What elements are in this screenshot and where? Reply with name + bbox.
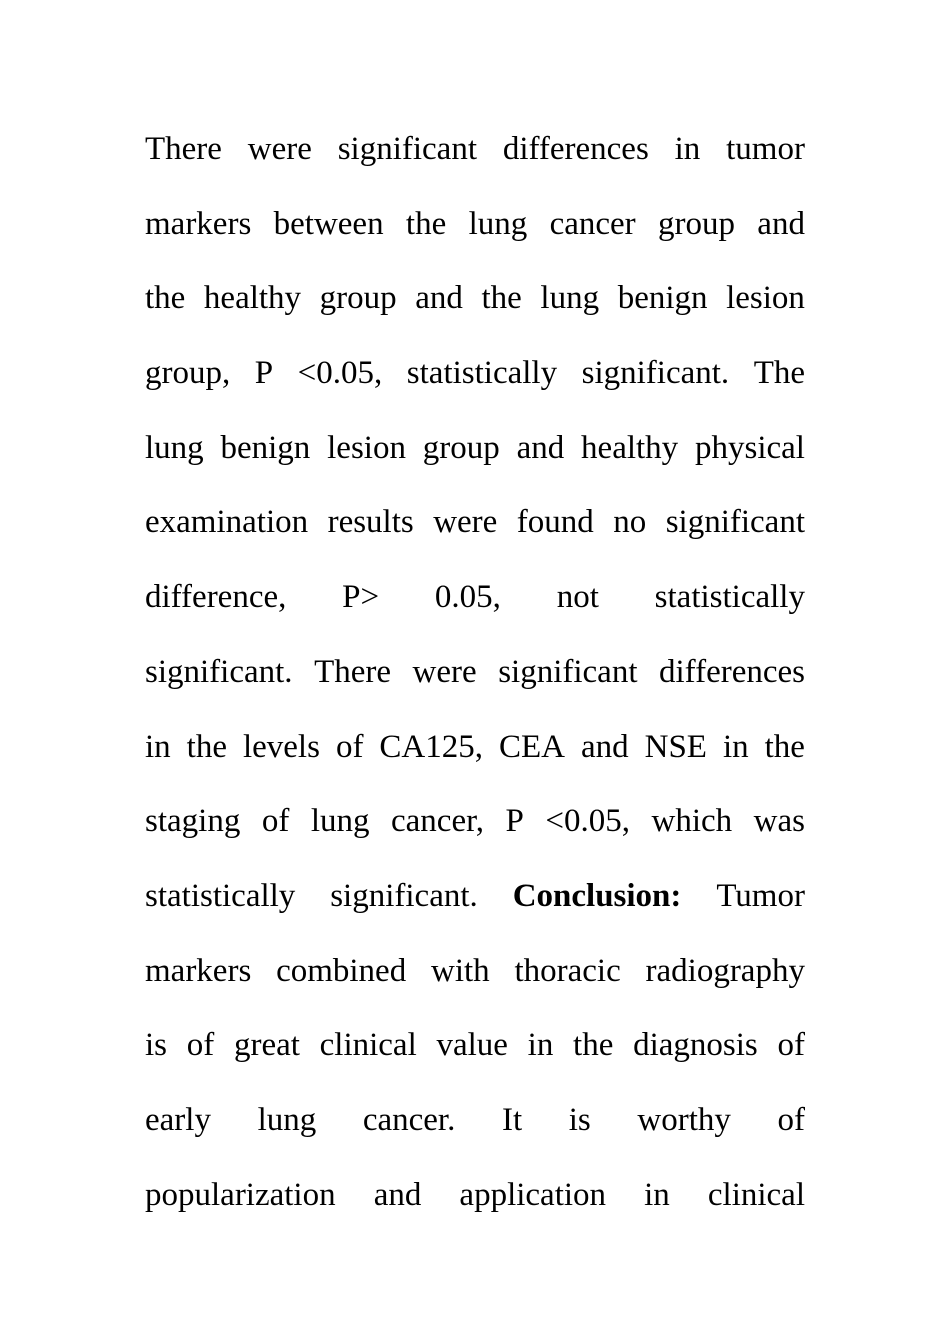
word: of — [335, 728, 364, 765]
word: difference, — [145, 579, 287, 616]
word: P> — [342, 579, 380, 616]
word: of — [186, 1027, 215, 1064]
text-line — [145, 112, 805, 187]
word: thoracic — [514, 952, 621, 989]
text-line — [145, 1158, 805, 1233]
word: and — [516, 429, 565, 466]
word: the — [573, 1027, 614, 1064]
word: the — [481, 280, 522, 317]
word: of — [777, 1027, 805, 1064]
word: There — [145, 131, 222, 167]
word: healthy — [203, 280, 302, 317]
word: popularization — [145, 1176, 336, 1213]
word: is — [568, 1101, 591, 1138]
word: is — [145, 1027, 168, 1064]
word: radiography — [645, 952, 805, 989]
word: with — [431, 952, 490, 989]
word: clinical — [707, 1176, 805, 1213]
word: statistically — [145, 877, 296, 914]
word: lung — [540, 280, 600, 317]
word: in — [527, 1027, 554, 1064]
word: group, — [145, 355, 231, 392]
word: tumor — [726, 131, 805, 167]
word: were — [412, 653, 477, 690]
word: the — [405, 205, 447, 242]
text-line — [145, 411, 805, 486]
word: benign — [617, 280, 708, 317]
body-paragraph — [145, 112, 805, 1232]
word: was — [753, 803, 805, 840]
word: value — [436, 1027, 508, 1064]
conclusion-label: Conclusion: — [512, 877, 682, 914]
word: in — [674, 131, 701, 167]
word: The — [753, 355, 805, 392]
word: cancer — [549, 205, 636, 242]
word: combined — [276, 952, 407, 989]
word: NSE — [644, 728, 707, 765]
word: clinical — [319, 1027, 417, 1064]
word: differences — [659, 653, 805, 690]
text-line — [145, 485, 805, 560]
word: lung — [468, 205, 528, 242]
word: benign — [220, 429, 311, 466]
word: significant — [337, 131, 478, 167]
word: worthy — [637, 1101, 731, 1138]
text-line — [145, 859, 805, 934]
word: in — [722, 728, 749, 765]
word: lung — [310, 803, 370, 840]
word: differences — [502, 131, 649, 167]
word: It — [501, 1101, 523, 1138]
word: levels — [242, 728, 320, 765]
word: diagnosis — [633, 1027, 758, 1064]
text-line — [145, 784, 805, 859]
text-line — [145, 261, 805, 336]
word: lesion — [726, 280, 805, 317]
word: Tumor — [716, 877, 805, 914]
word: were — [433, 504, 498, 541]
word: CA125, — [379, 728, 484, 765]
word: significant. — [581, 355, 730, 392]
word: P — [505, 803, 524, 840]
word: examination — [145, 504, 309, 541]
word: significant — [665, 504, 805, 541]
word: 0.05, — [434, 579, 501, 616]
word: not — [556, 579, 599, 616]
word: early — [145, 1101, 211, 1138]
word: in — [644, 1176, 670, 1213]
word: group — [319, 280, 397, 317]
word: which — [651, 803, 733, 840]
text-line — [145, 1083, 805, 1158]
word: in — [145, 728, 171, 765]
word: significant — [498, 653, 638, 690]
word: CEA — [499, 728, 565, 765]
word: the — [764, 728, 805, 765]
word: staging — [145, 803, 241, 840]
word: healthy — [581, 429, 679, 466]
word: the — [145, 280, 186, 317]
word: statistically — [406, 355, 558, 392]
text-line — [145, 710, 805, 785]
word: lung — [145, 429, 204, 466]
word: were — [247, 131, 312, 167]
word: the — [186, 728, 227, 765]
text-line — [145, 934, 805, 1009]
word: application — [459, 1176, 607, 1213]
word: P — [254, 355, 274, 392]
word: statistically — [654, 579, 805, 616]
word: and — [580, 728, 629, 765]
word: of — [777, 1101, 805, 1138]
word: physical — [695, 429, 805, 466]
text-line — [145, 336, 805, 411]
word: and — [373, 1176, 422, 1213]
word: cancer, — [391, 803, 485, 840]
word: results — [327, 504, 414, 541]
word: no — [613, 504, 647, 541]
word: between — [273, 205, 384, 242]
text-line — [145, 635, 805, 710]
word: of — [261, 803, 290, 840]
word: There — [314, 653, 392, 690]
word: and — [415, 280, 463, 317]
text-line — [145, 560, 805, 635]
text-line — [145, 1008, 805, 1083]
word: markers — [145, 205, 252, 242]
word: group — [422, 429, 500, 466]
word: <0.05, — [297, 355, 383, 392]
word: found — [516, 504, 594, 541]
word: significant. — [145, 653, 293, 690]
word: cancer. — [362, 1101, 456, 1138]
word: lung — [257, 1101, 317, 1138]
word: significant. — [330, 877, 478, 914]
text-line — [145, 187, 805, 262]
word: markers — [145, 952, 252, 989]
word: <0.05, — [545, 803, 630, 840]
word: group — [657, 205, 735, 242]
word: and — [757, 205, 805, 242]
word: lesion — [327, 429, 406, 466]
word: great — [233, 1027, 300, 1064]
